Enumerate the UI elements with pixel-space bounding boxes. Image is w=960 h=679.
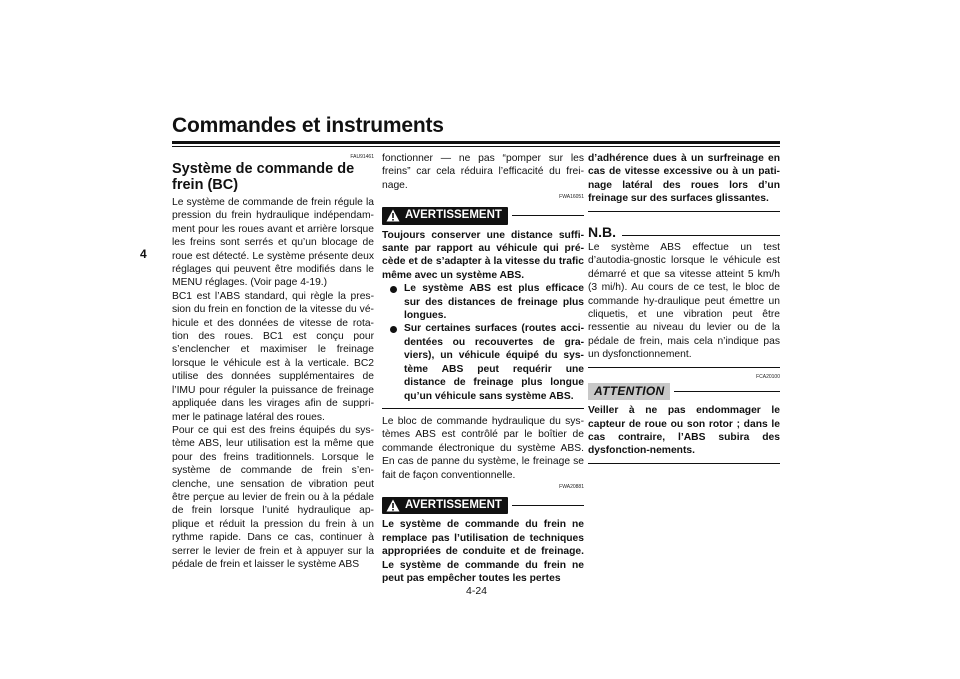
paragraph: BC1 est l’ABS standard, qui règle la pres-sion du frein en fonction de la vitesse du vé-hicule et des données de vitesse de rota-tion des roues. BC1 est conçu pour s’enclencher et maximiser le freinage lorsque le véhicule est à la verticale. BC2 utilise des données supplémentaires de l’IMU pour réguler la puissance de freinage appliquée dans les virages afin de suppri-mer le patinage latéral des roues. bbox=[172, 290, 374, 423]
warning-triangle-icon bbox=[386, 209, 400, 222]
attention-end-rule bbox=[588, 463, 780, 464]
warning-end-rule bbox=[382, 408, 584, 409]
paragraph: Pour ce qui est des freins équipés du sys-tème ABS, leur utilisation est la même que pour des freins traditionnels. Lorsque le système de commande de frein s’en-clenche, une sensation de vibration peut être perçue au levier de frein ou à la pédale de frein lorsque l’unité hydraulique ap-plique et réduit la pression du frein à un rythme rapide. Dans ce cas, continuer à serrer le levier de frein et à appuyer sur la pédale de frein et laisser le système ABS bbox=[172, 424, 374, 570]
warning-rule bbox=[512, 215, 584, 216]
reference-code: FWA16051 bbox=[559, 194, 584, 201]
warning-text: Toujours conserver une distance suffi-sante par rapport au véhicule qui pré-cède et de s’adapter à la vitesse du trafic même avec un système ABS. bbox=[382, 229, 584, 281]
paragraph: Le système de commande de frein régule la pression du frein hydraulique indépendam-ment pour les roues avant et arrière lorsque les freins sont serrés et qu’un blocage de roue est détecté. Le système présente deux réglages qui peuvent être modifiés dans le MENU réglages. (Voir page 4-19.) bbox=[172, 197, 374, 289]
note-end-rule bbox=[588, 367, 780, 368]
page-number: 4-24 bbox=[466, 585, 488, 597]
list-item-text: Sur certaines surfaces (routes acci-dentées ou recouvertes de gra-viers), un véhicule équipé du sys-tème ABS peut requérir une distance de freinage plus longue qu’un véhicule sans système ABS. bbox=[404, 323, 584, 402]
paragraph: Le bloc de commande hydraulique du sys-tèmes ABS est contrôlé par le boîtier de commande électronique du système ABS. En cas de panne du système, le freinage se fait de façon conventionnelle. bbox=[382, 415, 584, 481]
reference-code: FAU91461 bbox=[350, 154, 374, 160]
note-header bbox=[588, 223, 780, 240]
bullet-icon bbox=[390, 326, 397, 333]
column-2 bbox=[382, 152, 584, 585]
attention-text: Veiller à ne pas endommager le capteur de roue ou son rotor ; dans le cas contraire, l’ABS subira des dysfonction-nements. bbox=[588, 405, 780, 457]
section-title: Système de commande de frein (BC) bbox=[172, 161, 355, 193]
warning-rule bbox=[512, 505, 584, 506]
warning-text: Le système de commande du frein ne remplace pas l’utilisation de techniques appropriées de conduite et de freinage. Le système de commande du frein ne peut pas empêcher toutes les pertes bbox=[382, 519, 584, 584]
warning-triangle-icon bbox=[386, 499, 400, 512]
list-item bbox=[382, 282, 584, 322]
list-item bbox=[382, 322, 584, 402]
bullet-icon bbox=[390, 286, 397, 293]
warning-label: AVERTISSEMENT bbox=[405, 209, 502, 222]
note-label: N.B. bbox=[588, 223, 616, 240]
warning-end-rule bbox=[588, 211, 780, 212]
page-title: Commandes et instruments bbox=[172, 114, 444, 137]
warning-label: AVERTISSEMENT bbox=[405, 498, 502, 511]
column-3 bbox=[588, 152, 780, 470]
warning-badge bbox=[382, 497, 508, 514]
chapter-tab bbox=[140, 237, 150, 377]
reference-code: FCA20100 bbox=[756, 373, 780, 380]
list-item-text: Le système ABS est plus efficace sur des distances de freinage plus longues. bbox=[404, 283, 584, 322]
attention-rule bbox=[674, 391, 780, 392]
warning-header bbox=[382, 497, 584, 514]
warning-header bbox=[382, 207, 584, 224]
attention-label: ATTENTION bbox=[588, 383, 670, 400]
note-text: Le système ABS effectue un test d’autodia-gnostic lorsque le véhicule est démarré et que sa vitesse atteint 5 km/h (3 mi/h). Au cours de ce test, le bloc de commande hy-draulique peut émettre un cliquetis, et une vibration peut être ressentie au niveau du levier ou de la pédale de frein, mais cela n’indique pas un dysfonctionnement. bbox=[588, 242, 780, 361]
title-rule-thin bbox=[172, 146, 780, 147]
bullet-list bbox=[382, 282, 584, 403]
title-rule bbox=[172, 141, 780, 144]
column-1 bbox=[172, 152, 374, 571]
attention-header bbox=[588, 383, 780, 400]
warning-badge bbox=[382, 207, 508, 224]
chapter-tab-number: 4 bbox=[140, 247, 147, 261]
reference-code: FWA20881 bbox=[559, 483, 584, 490]
warning-text-continued: d’adhérence dues à un surfreinage en cas de vitesse excessive ou à un pati-nage latéral des roues lors d’un freinage sur des surfaces glissantes. bbox=[588, 153, 780, 205]
paragraph: fonctionner — ne pas “pomper sur les freins” car cela réduira l’efficacité du frei-nage. bbox=[382, 153, 584, 191]
note-rule bbox=[622, 235, 780, 236]
